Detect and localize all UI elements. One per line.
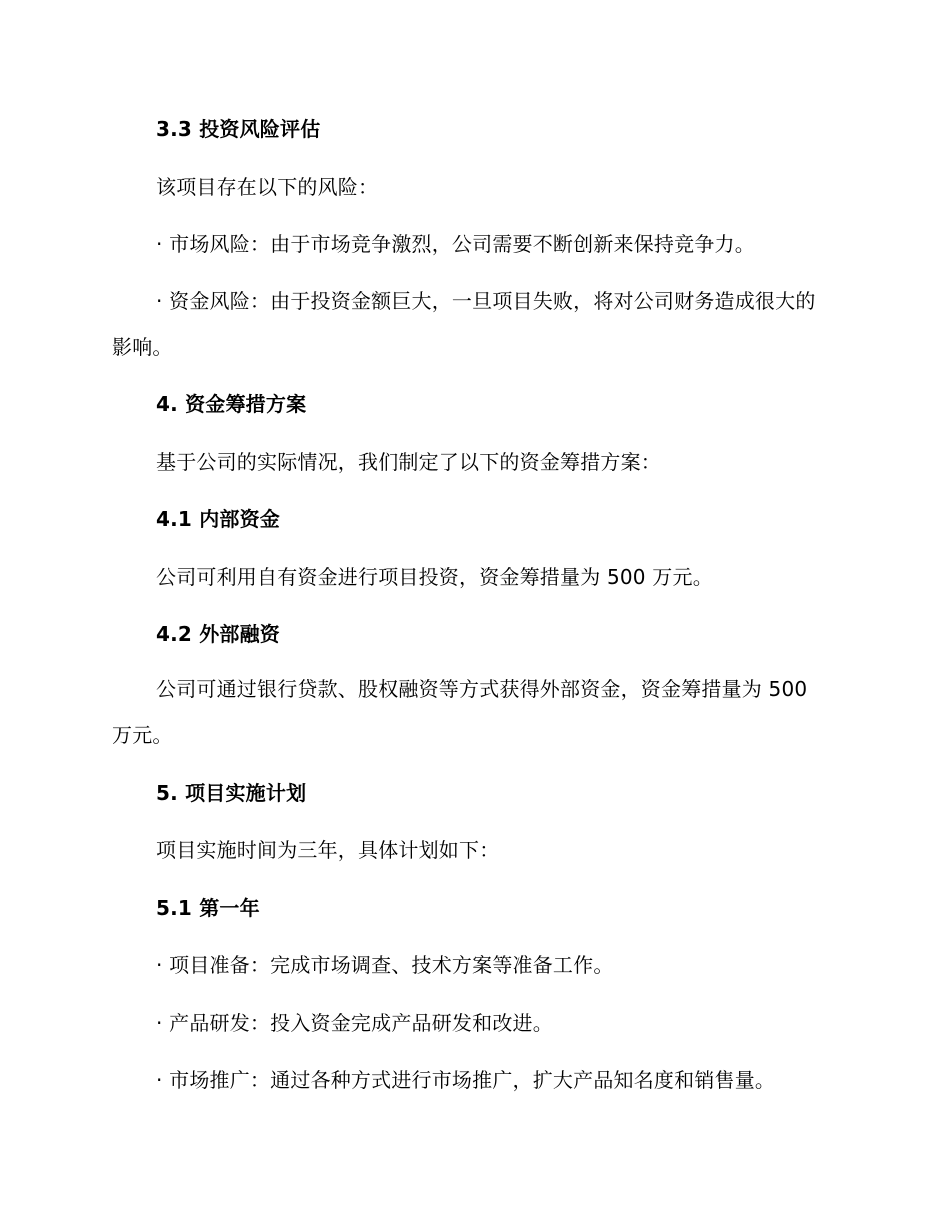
section-heading-5-1: 5.1 第一年 (156, 896, 260, 920)
paragraph-internal-funds: 公司可利用自有资金进行项目投资，资金筹措量为 500 万元。 (156, 565, 713, 589)
section-heading-4-2: 4.2 外部融资 (156, 622, 280, 646)
paragraph-funding-intro: 基于公司的实际情况，我们制定了以下的资金筹措方案： (156, 450, 661, 474)
bullet-market-promotion: · 市场推广：通过各种方式进行市场推广，扩大产品知名度和销售量。 (156, 1068, 776, 1092)
paragraph-plan-intro: 项目实施时间为三年，具体计划如下： (156, 838, 500, 862)
section-heading-3-3: 3.3 投资风险评估 (156, 117, 321, 141)
bullet-product-rd: · 产品研发：投入资金完成产品研发和改进。 (156, 1011, 553, 1035)
bullet-capital-risk: · 资金风险：由于投资金额巨大，一旦项目失败，将对公司财务造成很大的影响。 (112, 289, 816, 359)
paragraph-external-financing: 公司可通过银行贷款、股权融资等方式获得外部资金，资金筹措量为 500 万元。 (112, 677, 808, 747)
bullet-project-prep: · 项目准备：完成市场调查、技术方案等准备工作。 (156, 953, 614, 977)
bullet-market-risk: · 市场风险：由于市场竞争激烈，公司需要不断创新来保持竞争力。 (156, 232, 755, 256)
paragraph-risk-intro: 该项目存在以下的风险： (156, 175, 379, 199)
section-heading-4: 4. 资金筹措方案 (156, 392, 307, 416)
section-heading-5: 5. 项目实施计划 (156, 781, 307, 805)
section-heading-4-1: 4.1 内部资金 (156, 507, 280, 531)
